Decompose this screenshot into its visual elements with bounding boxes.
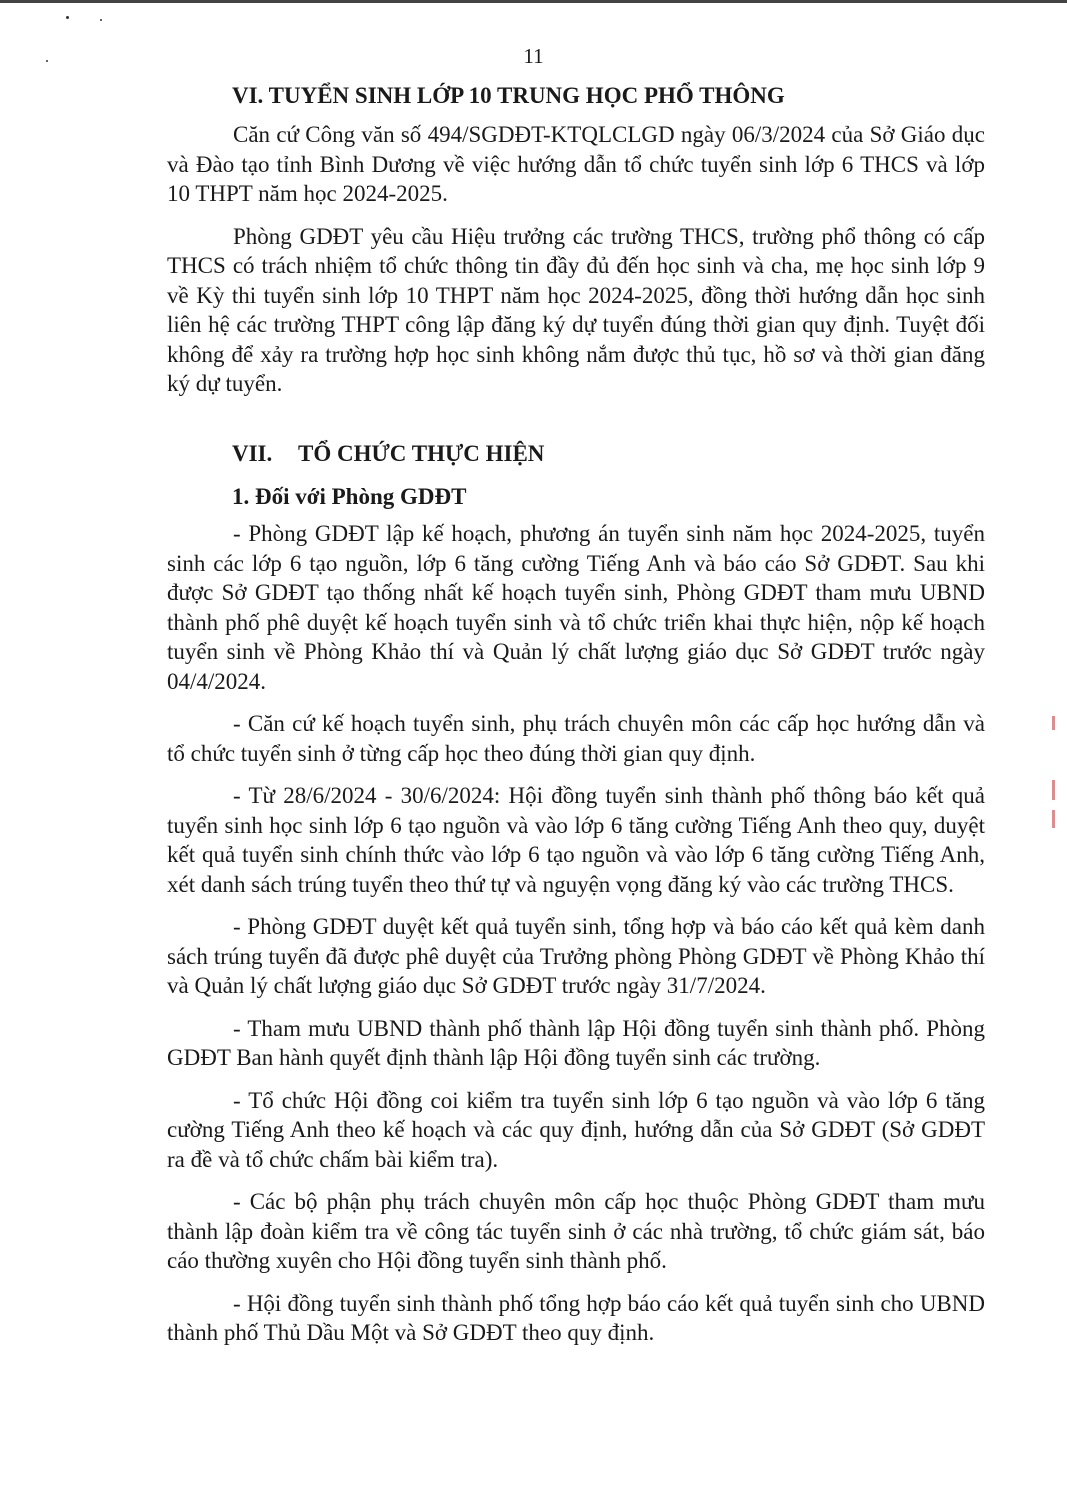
- scan-speck: [100, 19, 102, 21]
- margin-stamp-mark: [1052, 780, 1055, 800]
- page-number: 11: [523, 44, 544, 68]
- paragraph: - Hội đồng tuyển sinh thành phố tổng hợp báo cáo kết quả tuyển sinh cho UBND thành phố Thủ Dầu Một và Sở GDĐT theo quy định.: [167, 1290, 985, 1345]
- paragraph: - Tham mưu UBND thành phố thành lập Hội đồng tuyển sinh thành phố. Phòng GDĐT Ban hành quyết định thành lập Hội đồng tuyển sinh các trường.: [167, 1015, 985, 1070]
- paragraph: - Căn cứ kế hoạch tuyển sinh, phụ trách chuyên môn các cấp học hướng dẫn và tổ chức tuyển sinh ở từng cấp học theo đúng thời gian quy định.: [167, 711, 985, 766]
- subsection-heading: 1. Đối với Phòng GDĐT: [232, 484, 467, 509]
- section-title: TỔ CHỨC THỰC HIỆN: [298, 441, 545, 466]
- paragraph: - Phòng GDĐT lập kế hoạch, phương án tuyển sinh năm học 2024-2025, tuyển sinh các lớp 6 tạo nguồn, lớp 6 tăng cường Tiếng Anh và báo cáo Sở GDĐT. Sau khi được Sở GDĐT tạo thống nhất kế hoạch tuyển sinh, Phòng GDĐT tham mưu UBND thành phố phê duyệt kế hoạch tuyển sinh và tổ chức triển khai thực hiện, nộp kế hoạch tuyển sinh về Phòng Khảo thí và Quản lý chất lượng giáo dục Sở GDĐT trước ngày 04/4/2024.: [167, 521, 985, 694]
- margin-stamp-mark: [1052, 716, 1055, 730]
- scan-top-edge: [0, 0, 1067, 3]
- margin-stamp-mark: [1052, 810, 1055, 828]
- paragraph: - Tổ chức Hội đồng coi kiểm tra tuyển sinh lớp 6 tạo nguồn và vào lớp 6 tăng cường Tiếng Anh theo kế hoạch và các quy định, hướng dẫn của Sở GDĐT (Sở GDĐT ra đề và tổ chức chấm bài kiểm tra).: [167, 1087, 985, 1172]
- section-vii-body: [167, 519, 985, 1348]
- scan-speck: [66, 16, 69, 19]
- section-number: VII.: [232, 441, 273, 466]
- section-heading-vii: [232, 439, 544, 468]
- section-vi-body: [167, 120, 985, 399]
- paragraph: - Phòng GDĐT duyệt kết quả tuyển sinh, tổng hợp và báo cáo kết quả kèm danh sách trúng tuyển đã được phê duyệt của Trưởng phòng Phòng GDĐT về Phòng Khảo thí và Quản lý chất lượng giáo dục Sở GDĐT trước ngày 31/7/2024.: [167, 914, 985, 998]
- paragraph: - Các bộ phận phụ trách chuyên môn cấp học thuộc Phòng GDĐT tham mưu thành lập đoàn kiểm tra về công tác tuyển sinh ở các nhà trường, tổ chức giám sát, báo cáo thường xuyên cho Hội đồng tuyển sinh thành phố.: [167, 1189, 985, 1273]
- paragraph: Phòng GDĐT yêu cầu Hiệu trưởng các trường THCS, trường phổ thông có cấp THCS có trách nhiệm tổ chức thông tin đầy đủ đến học sinh và cha, mẹ học sinh lớp 9 về Kỳ thi tuyển sinh lớp 10 THPT năm học 2024-2025, đồng thời hướng dẫn học sinh liên hệ các trường THPT công lập đăng ký dự tuyển đúng thời gian quy định. Tuyệt đối không để xảy ra trường hợp học sinh không nắm được thủ tục, hồ sơ và thời gian đăng ký dự tuyển.: [167, 223, 985, 396]
- paragraph: Căn cứ Công văn số 494/SGDĐT-KTQLCLGD ngày 06/3/2024 của Sở Giáo dục và Đào tạo tỉnh Bình Dương về việc hướng dẫn tổ chức tuyển sinh lớp 6 THCS và lớp 10 THPT năm học 2024-2025.: [167, 122, 985, 206]
- paragraph: - Từ 28/6/2024 - 30/6/2024: Hội đồng tuyển sinh thành phố thông báo kết quả tuyển sinh học sinh lớp 6 tạo nguồn và vào lớp 6 tăng cường Tiếng Anh theo quy, duyệt kết quả tuyển sinh chính thức vào lớp 6 tạo nguồn và vào lớp 6 tăng cường Tiếng Anh, xét danh sách trúng tuyển theo thứ tự và nguyện vọng đăng ký vào các trường THCS.: [167, 783, 985, 897]
- section-heading-vi: VI. TUYỂN SINH LỚP 10 TRUNG HỌC PHỔ THÔNG: [232, 83, 785, 108]
